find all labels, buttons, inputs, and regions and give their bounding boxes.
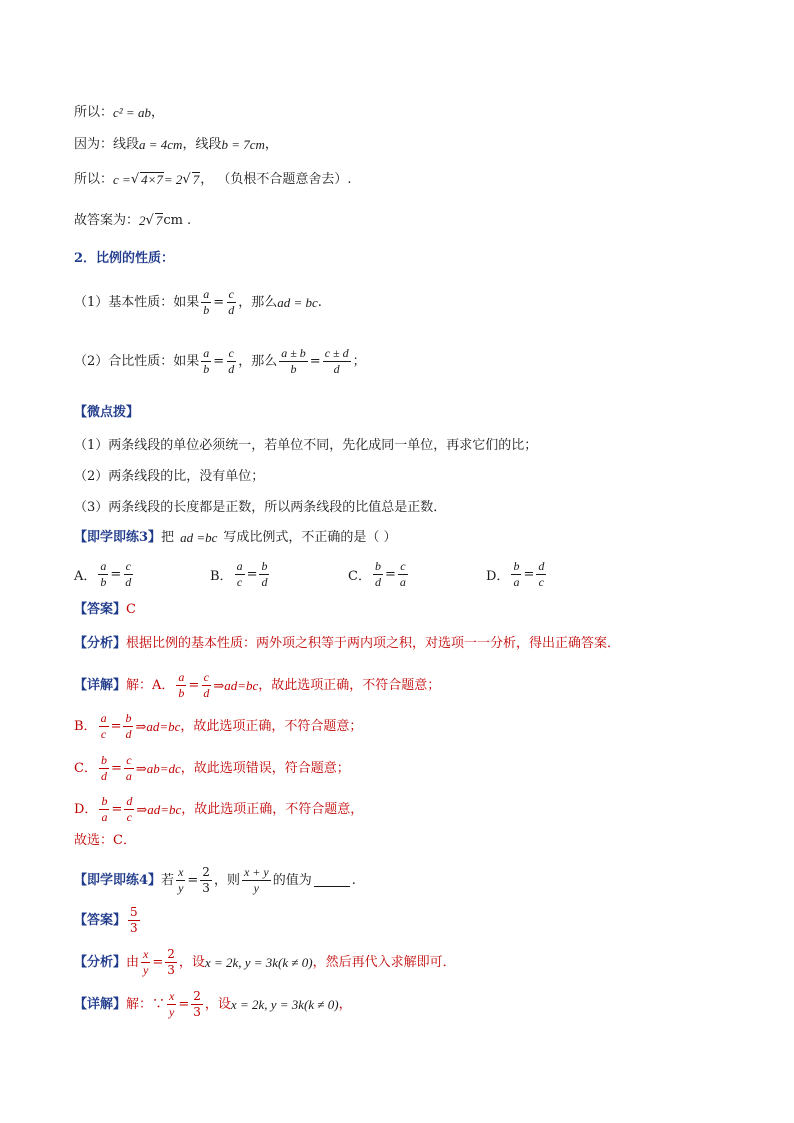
answer-3 — [74, 603, 136, 616]
text: . — [351, 873, 356, 889]
equation: ad =bc — [180, 530, 218, 545]
text: 因为：线段 — [74, 137, 140, 152]
denominator: y — [169, 1005, 175, 1020]
numerator: 5 — [128, 906, 140, 921]
numerator: x — [167, 990, 176, 1005]
fraction-c-d — [226, 288, 236, 317]
denominator: d — [125, 575, 132, 590]
sqrt-sign: √ — [145, 212, 154, 228]
numerator: 2 — [200, 866, 212, 881]
option-label: B． — [210, 569, 233, 585]
numerator: x + y — [242, 866, 271, 881]
text: （2）合比性质：如果 — [74, 354, 200, 370]
text: ； — [352, 354, 366, 370]
numerator: b — [123, 712, 133, 727]
equals: = — [110, 761, 122, 777]
text: . — [317, 295, 322, 311]
fraction-c-d — [226, 347, 236, 376]
option-c — [348, 560, 410, 589]
option-b — [210, 560, 271, 589]
sqrt-sign: √ — [182, 171, 191, 187]
numerator: c — [202, 671, 211, 686]
answer-value: C — [126, 602, 136, 617]
option-d — [486, 560, 548, 589]
exercise-4-question — [74, 866, 356, 895]
numerator: b — [373, 560, 383, 575]
answer-label: 【答案】 — [74, 913, 127, 929]
text: ，那么 — [238, 295, 278, 311]
fraction-c-pm-d — [323, 347, 351, 376]
text: ，故此选项正确，不符合题意； — [180, 719, 363, 735]
fraction — [511, 560, 521, 589]
fraction — [259, 560, 269, 589]
numerator: c — [227, 288, 236, 303]
text: 的值为 — [272, 873, 312, 889]
text: ，设 — [204, 997, 231, 1013]
text: 所以： — [74, 171, 114, 187]
text: 解：∵ — [126, 997, 166, 1013]
fraction — [99, 795, 109, 824]
denominator: d — [333, 362, 340, 377]
text: （1）基本性质：如果 — [74, 295, 200, 311]
analysis-text: 根据比例的基本性质：两外项之积等于两内项之积，对选项一一分析，得出正确答案． — [126, 636, 621, 651]
text: （2）两条线段的比，没有单位； — [74, 469, 265, 484]
denominator: 3 — [202, 881, 210, 896]
analysis-label: 【分析】 — [74, 636, 127, 651]
denominator: d — [125, 727, 132, 742]
text: （3）两条线段的长度都是正数，所以两条线段的比值总是正数． — [74, 500, 447, 515]
choose-answer — [74, 834, 136, 847]
sqrt-content: 7 — [155, 213, 163, 228]
fraction-2-3 — [191, 990, 203, 1019]
exercise-3-question — [74, 531, 397, 544]
analysis-3 — [74, 637, 620, 650]
text: ，则 — [213, 873, 240, 889]
fraction-a-b — [201, 288, 211, 317]
denominator: a — [125, 769, 132, 784]
detail-4 — [74, 990, 352, 1019]
line-c-squared — [74, 106, 164, 119]
numerator: a — [235, 560, 245, 575]
text: ，故此选项正确，不符合题意； — [258, 678, 441, 694]
sqrt-content: 4×7 — [141, 172, 163, 187]
equals: = — [246, 567, 258, 583]
detail-label: 【详解】 — [74, 678, 127, 694]
denominator: a — [399, 575, 406, 590]
tip-item-1 — [74, 439, 537, 452]
implication: ⇒ad=bc — [135, 719, 181, 735]
answer-label: 【答案】 — [74, 602, 127, 617]
fraction — [373, 560, 383, 589]
equals: = — [110, 719, 122, 735]
text: 所以： — [74, 105, 114, 120]
numerator: a — [98, 560, 108, 575]
fraction — [201, 671, 211, 700]
numerator: a — [201, 347, 211, 362]
denominator: 3 — [130, 921, 138, 936]
answer-blank — [314, 874, 350, 887]
fraction — [124, 795, 134, 824]
sqrt-sign: √ — [130, 171, 140, 187]
exercise-label: 【即学即练3】 — [74, 530, 162, 545]
fraction — [124, 754, 134, 783]
fraction-x-y — [167, 990, 176, 1019]
numerator: b — [99, 754, 109, 769]
fraction-x-plus-y — [242, 866, 271, 895]
property-basic — [74, 288, 322, 317]
numerator: c — [398, 560, 407, 575]
denominator: b — [203, 303, 210, 318]
text: 故答案为： — [74, 212, 140, 228]
fraction — [98, 560, 108, 589]
fraction — [99, 712, 109, 741]
text: ， （负根不合题意舍去）. — [200, 171, 352, 187]
fraction-2-3 — [165, 948, 177, 977]
text: 解：A． — [126, 678, 175, 694]
denominator: b — [178, 686, 185, 701]
numerator: d — [124, 795, 134, 810]
analysis-label: 【分析】 — [74, 955, 127, 971]
implication: ⇒ad=bc — [136, 802, 182, 818]
fraction-5-3 — [128, 906, 140, 935]
equation: x = 2k, y = 3k(k ≠ 0) — [204, 955, 313, 971]
detail-3-b — [74, 712, 362, 741]
equals: = — [384, 567, 396, 583]
numerator: 2 — [165, 948, 177, 963]
numerator: a — [176, 671, 186, 686]
equation: x = 2k, y = 3k(k ≠ 0) — [230, 997, 339, 1013]
denominator: d — [261, 575, 268, 590]
numerator: c — [227, 347, 236, 362]
fraction-a-pm-b — [279, 347, 308, 376]
text: ， — [338, 997, 352, 1013]
heading-text: 2．比例的性质： — [74, 251, 175, 266]
line-c-value — [74, 172, 351, 186]
detail-3-c — [74, 754, 350, 783]
denominator: d — [228, 303, 235, 318]
numerator: b — [511, 560, 521, 575]
coef: 2 — [139, 212, 146, 228]
answer-4 — [74, 906, 142, 935]
fraction — [123, 560, 133, 589]
text: ，线段 — [182, 137, 222, 152]
text: D． — [74, 802, 98, 818]
text: 把 — [161, 530, 175, 545]
equation: c² = ab — [113, 105, 151, 120]
analysis-4 — [74, 948, 456, 977]
unit: cm . — [163, 212, 192, 228]
tip-item-3 — [74, 501, 446, 514]
denominator: y — [178, 881, 184, 896]
fraction-x-y — [176, 866, 185, 895]
denominator: d — [203, 686, 210, 701]
denominator: a — [101, 810, 108, 825]
numerator: c ± d — [323, 347, 351, 362]
denominator: c — [538, 575, 544, 590]
numerator: d — [536, 560, 546, 575]
numerator: x — [176, 866, 185, 881]
equals: = — [178, 997, 190, 1013]
numerator: c — [124, 754, 133, 769]
equals: = — [188, 678, 200, 694]
equals: = — [152, 955, 164, 971]
denominator: d — [100, 769, 107, 784]
equation: c = — [113, 171, 131, 187]
equals: = — [187, 873, 199, 889]
numerator: x — [141, 948, 150, 963]
tip-item-2 — [74, 470, 264, 483]
option-a — [74, 560, 135, 589]
fraction-2-3 — [200, 866, 212, 895]
text: ， — [264, 137, 278, 152]
implication: ⇒ad=bc — [213, 678, 259, 694]
option-label: A． — [74, 569, 97, 585]
fraction-x-y — [141, 948, 150, 977]
denominator: b — [100, 575, 107, 590]
text: 若 — [161, 873, 175, 889]
denominator: 3 — [167, 963, 175, 978]
denominator: b — [290, 362, 297, 377]
numerator: 2 — [191, 990, 203, 1005]
numerator: a — [99, 712, 109, 727]
numerator: b — [259, 560, 269, 575]
denominator: 3 — [193, 1005, 201, 1020]
text: 写成比例式，不正确的是（ ） — [223, 530, 397, 545]
text: （1）两条线段的单位必须统一，若单位不同，先化成同一单位，再求它们的比； — [74, 438, 538, 453]
implication: ⇒ab=dc — [135, 761, 181, 777]
text: 故选：C． — [74, 833, 136, 848]
property-compound — [74, 347, 366, 376]
denominator: y — [253, 881, 259, 896]
tip-heading — [74, 406, 139, 419]
segment-a: a = 4cm — [139, 137, 183, 152]
denominator: b — [203, 362, 210, 377]
detail-3-a — [74, 671, 440, 700]
text: ，然后再代入求解即可． — [312, 955, 456, 971]
text: C． — [74, 761, 97, 777]
denominator: y — [143, 963, 149, 978]
denominator: c — [100, 727, 107, 742]
numerator: b — [99, 795, 109, 810]
option-label: D． — [486, 569, 510, 585]
detail-label: 【详解】 — [74, 997, 127, 1013]
sqrt-content: 7 — [192, 172, 200, 187]
fraction — [123, 712, 133, 741]
fraction — [235, 560, 245, 589]
line-answer — [74, 213, 191, 227]
denominator: a — [513, 575, 520, 590]
denominator: c — [236, 575, 243, 590]
equals: = — [111, 802, 123, 818]
text: ，设 — [178, 955, 205, 971]
numerator: c — [124, 560, 133, 575]
exercise-label: 【即学即练4】 — [74, 873, 162, 889]
equation: = 2 — [163, 171, 183, 187]
fraction — [99, 754, 109, 783]
detail-3-d — [74, 795, 363, 824]
denominator: d — [228, 362, 235, 377]
fraction — [176, 671, 186, 700]
fraction — [398, 560, 408, 589]
section-heading — [74, 252, 174, 265]
equation: ad = bc — [277, 295, 318, 311]
equals: = — [213, 354, 225, 370]
equals: = — [309, 354, 321, 370]
fraction-a-b — [201, 347, 211, 376]
denominator: d — [374, 575, 381, 590]
equals: = — [213, 295, 225, 311]
text: B． — [74, 719, 97, 735]
numerator: a — [201, 288, 211, 303]
line-segment-lengths — [74, 138, 278, 151]
text: 由 — [126, 955, 140, 971]
text: ，故此选项正确，不符合题意， — [181, 802, 364, 818]
numerator: a ± b — [279, 347, 308, 362]
equals: = — [110, 567, 122, 583]
heading-text: 【微点拨】 — [74, 405, 140, 420]
denominator: c — [126, 810, 132, 825]
segment-b: b = 7cm — [221, 137, 265, 152]
text: ，那么 — [238, 354, 278, 370]
text: ， — [150, 105, 164, 120]
option-label: C． — [348, 569, 371, 585]
text: ，故此选项错误，符合题意； — [180, 761, 350, 777]
fraction — [536, 560, 546, 589]
equals: = — [523, 567, 535, 583]
